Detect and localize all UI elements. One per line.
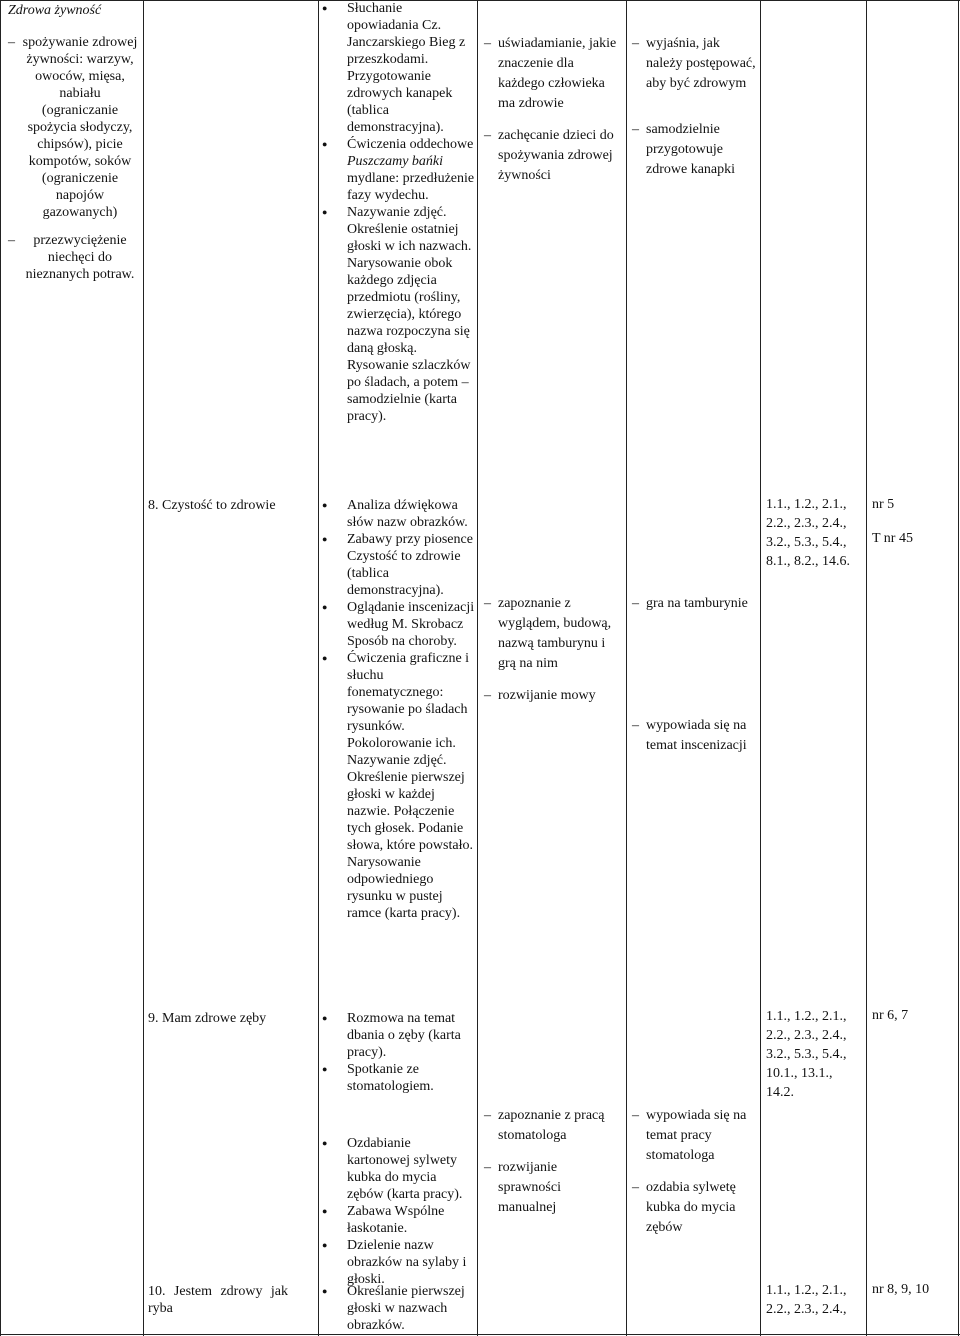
references-10 — [872, 1281, 956, 1298]
goals-list — [484, 594, 620, 706]
topic-8-title: 8. Czystość to zdrowie — [148, 498, 276, 513]
list-item: – zachęcanie dzieci do spożywania zdrowej żywności — [484, 126, 620, 186]
list-item: ● Zabawy przy piosence Czystość to zdrowie (tablica demonstracyjna). — [320, 531, 475, 599]
list-item: – przezwyciężenie niechęci do nieznanych potraw. — [8, 232, 138, 283]
column-divider — [866, 0, 867, 1336]
list-item: ● Analiza dźwiękowa słów nazw obrazków. — [320, 497, 475, 531]
list-item: – gra na tamburynie — [632, 594, 758, 614]
list-item: ● Słuchanie opowiadania Cz. Janczarskiego Bieg z przeszkodami. — [320, 0, 475, 68]
outcomes-cell-top — [632, 34, 758, 191]
list-item: – wypowiada się na temat pracy stomatologa — [632, 1106, 758, 1166]
list-item: ● Spotkanie ze stomatologiem. — [320, 1061, 475, 1095]
goals-list — [484, 34, 620, 186]
list-item: – ozdabia sylwetę kubka do mycia zębów — [632, 1178, 758, 1238]
column-divider — [626, 0, 627, 1336]
list-item: – samodzielnie przygotowuje zdrowe kanapki — [632, 120, 758, 180]
outcomes-cell-9 — [632, 1106, 758, 1249]
references-9 — [872, 1007, 956, 1024]
list-item: ● Ćwiczenia oddechowe — [320, 136, 475, 153]
activities-cell-10 — [320, 1283, 475, 1334]
list-item: ● Zabawa Wspólne łaskotanie. — [320, 1203, 475, 1237]
list-item: ● Ćwiczenia graficzne i słuchu fonematycznego: rysowanie po śladach rysunków. Pokolorowanie ich. Nazywanie zdjęć. Określenie pierwszej głoski w każdej nazwie. Połączenie tych głosek. Podanie słowa, które powstało. Narysowanie odpowiedniego rysunku w pustej ramce (karta pracy). — [320, 650, 475, 922]
list-item: – zapoznanie z wyglądem, budową, nazwą tamburynu i grą na nim — [484, 594, 620, 674]
activities-cell-9 — [320, 1010, 475, 1288]
goals-cell-top — [484, 34, 620, 197]
standards-9: 1.1., 1.2., 2.1., 2.2., 2.3., 2.4., 3.2., 5.3., 5.4., 10.1., 13.1., 14.2. — [766, 1009, 847, 1100]
list-item: ● Ozdabianie kartonowej sylwety kubka do mycia zębów (karta pracy). — [320, 1135, 475, 1203]
list-item: – wyjaśnia, jak należy postępować, aby być zdrowym — [632, 34, 758, 94]
list-item: Określenie ostatniej głoski w ich nazwach. — [347, 222, 472, 254]
reference: nr 8, 9, 10 — [872, 1282, 930, 1297]
standards-10: 1.1., 1.2., 2.1., 2.2., 2.3., 2.4., — [766, 1283, 847, 1317]
activities-cell-top — [320, 0, 475, 425]
previous-topic-cell — [8, 2, 138, 294]
standards-8: 1.1., 1.2., 2.1., 2.2., 2.3., 2.4., 3.2., 5.3., 5.4., 8.1., 8.2., 14.6. — [766, 497, 850, 569]
list-item: – rozwijanie sprawności manualnej — [484, 1158, 620, 1218]
column-divider — [760, 0, 761, 1336]
table-border-bottom — [0, 1334, 960, 1335]
reference: T nr 45 — [872, 531, 913, 546]
list-item: – zapoznanie z pracą stomatologa — [484, 1106, 620, 1146]
references-8 — [872, 495, 956, 548]
activities-list — [320, 497, 475, 922]
reference: nr 6, 7 — [872, 1008, 909, 1023]
column-divider — [318, 0, 319, 1336]
previous-topic-title: Zdrowa żywność — [8, 3, 102, 18]
list-item: ● Oglądanie inscenizacji według M. Skrobacz Sposób na choroby. — [320, 599, 475, 650]
previous-goals-list — [8, 34, 138, 283]
column-divider — [143, 0, 144, 1336]
list-item: mydlane: przedłużenie fazy wydechu. — [347, 171, 475, 203]
reference: nr 5 — [872, 497, 895, 512]
goals-cell-8 — [484, 594, 620, 717]
list-item: – wypowiada się na temat inscenizacji — [632, 716, 758, 756]
list-item: Puszczamy bańki — [347, 154, 444, 169]
list-item: Narysowanie obok każdego zdjęcia przedmiotu (rośliny, zwierzęcia), którego nazwa rozpoczyna się daną głoską. — [347, 256, 470, 356]
list-item: ● Dzielenie nazw obrazków na sylaby i głoski. — [320, 1237, 475, 1288]
activities-cell-8 — [320, 497, 475, 922]
list-item: – rozwijanie mowy — [484, 686, 620, 706]
column-divider — [477, 0, 478, 1336]
goals-cell-9 — [484, 1106, 620, 1229]
list-item: ● Nazywanie zdjęć. — [320, 204, 475, 221]
list-item: Przygotowanie zdrowych kanapek (tablica demonstracyjna). — [347, 69, 453, 135]
list-item: – spożywanie zdrowej żywności: warzyw, owoców, mięsa, nabiału (ograniczanie spożycia słodyczy, chipsów), picie kompotów, soków (ograniczenie napojów gazowanych) — [8, 34, 138, 221]
outcomes-list — [632, 594, 758, 756]
activities-list — [320, 1283, 475, 1334]
table-border-left — [0, 0, 1, 1336]
table-border-right — [958, 0, 959, 1336]
table-border-top — [0, 0, 960, 1]
goals-list — [484, 1106, 620, 1218]
list-item: ● Określanie pierwszej głoski w nazwach obrazków. — [320, 1283, 475, 1334]
list-item: Rysowanie szlaczków po śladach, a potem – samodzielnie (karta pracy). — [347, 358, 471, 424]
outcomes-list — [632, 34, 758, 180]
list-item: ● Rozmowa na temat dbania o zęby (karta pracy). — [320, 1010, 475, 1061]
activities-list — [320, 0, 475, 425]
topic-10-title: 10. Jestem zdrowy jak ryba — [148, 1284, 288, 1316]
outcomes-list — [632, 1106, 758, 1238]
activities-list — [320, 1010, 475, 1288]
topic-9-title: 9. Mam zdrowe zęby — [148, 1011, 267, 1026]
list-item: – uświadamianie, jakie znaczenie dla każdego człowieka ma zdrowie — [484, 34, 620, 114]
outcomes-cell-8 — [632, 594, 758, 767]
